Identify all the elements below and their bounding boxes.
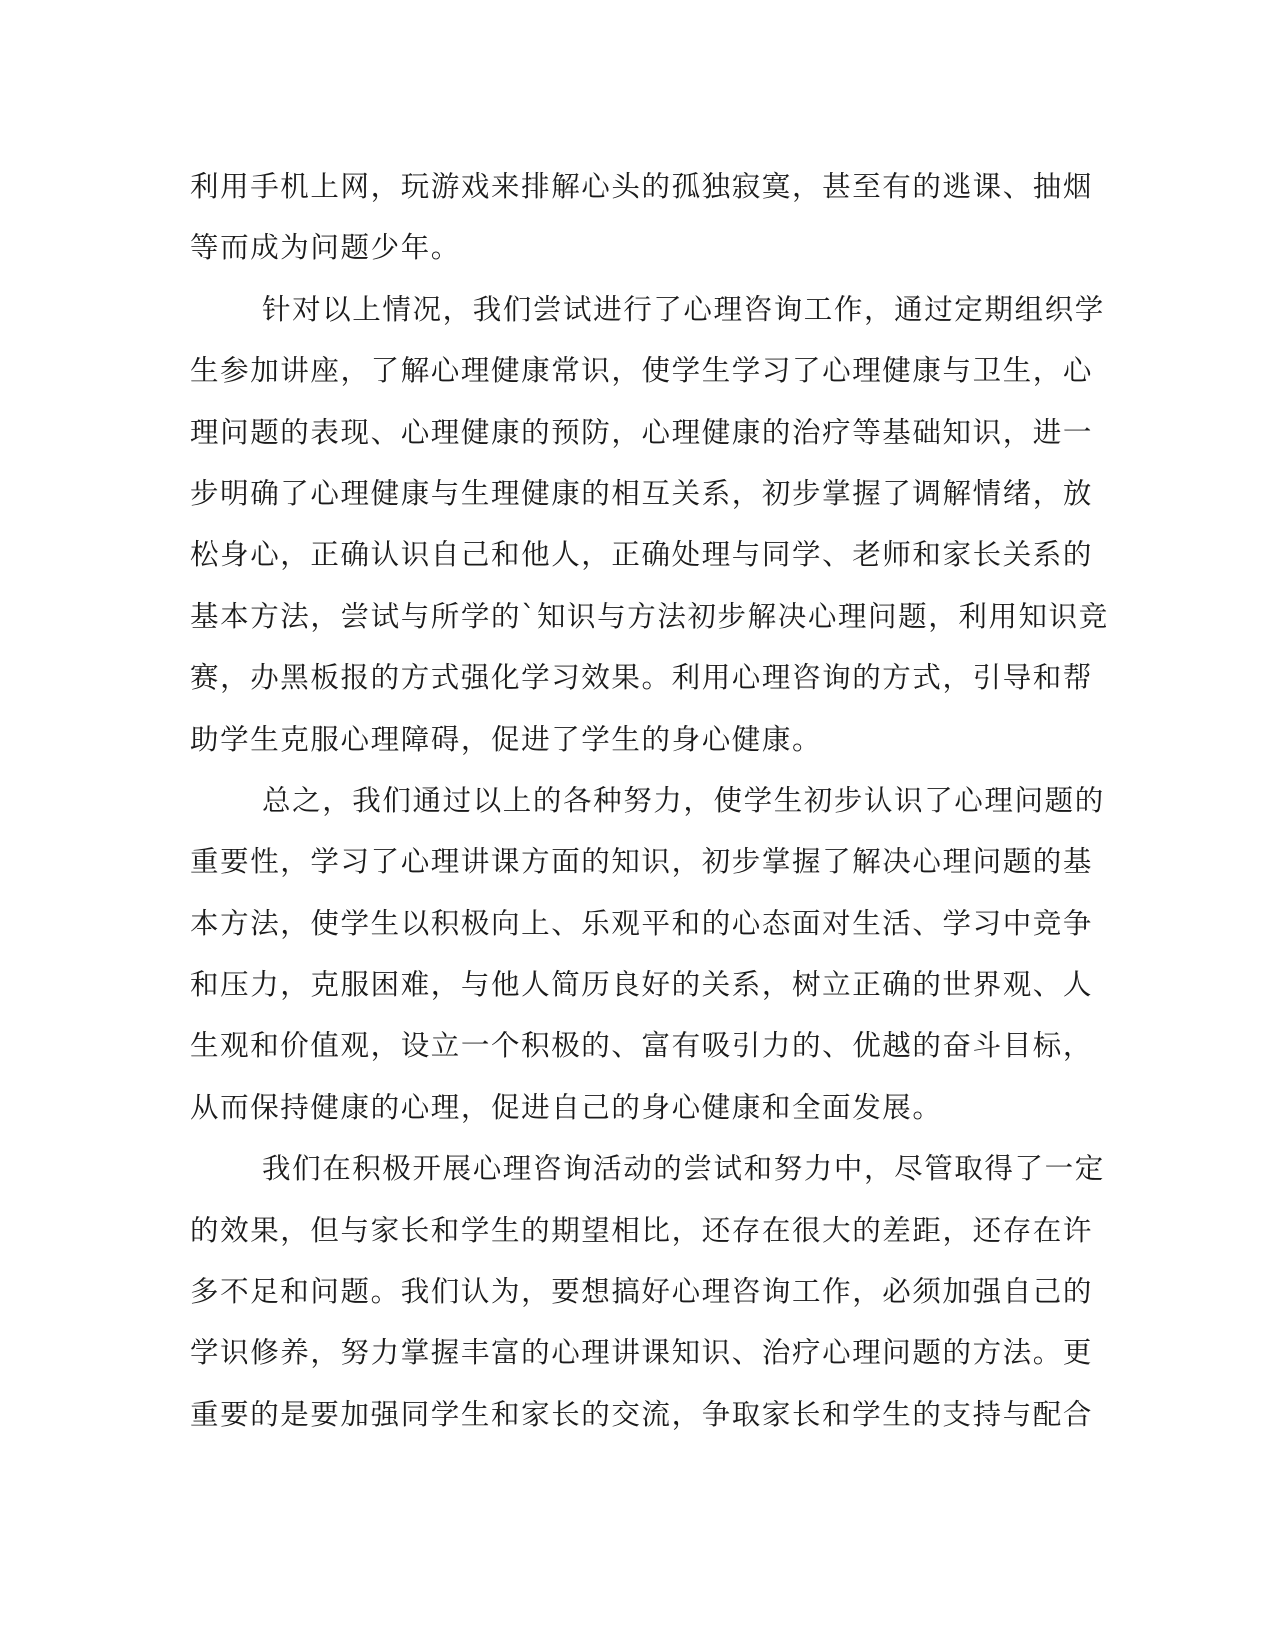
text-line: 重要性，学习了心理讲课方面的知识，初步掌握了解决心理问题的基 [190, 845, 1094, 879]
text-line: 步明确了心理健康与生理健康的相互关系，初步掌握了调解情绪，放 [190, 476, 1094, 510]
text-line: 重要的是要加强同学生和家长的交流，争取家长和学生的支持与配合 [190, 1397, 1094, 1431]
text-line: 生参加讲座，了解心理健康常识，使学生学习了心理健康与卫生，心 [190, 354, 1094, 388]
text-line: 本方法，使学生以积极向上、乐观平和的心态面对生活、学习中竞争 [190, 906, 1094, 940]
text-line: 等而成为问题少年。 [190, 231, 461, 265]
text-line: 赛，办黑板报的方式强化学习效果。利用心理咨询的方式，引导和帮 [190, 661, 1094, 695]
paragraph-first-line: 总之，我们通过以上的各种努力，使学生初步认识了心理问题的 [262, 783, 1105, 817]
text-line: 的效果，但与家长和学生的期望相比，还存在很大的差距，还存在许 [190, 1213, 1094, 1247]
text-line: 助学生克服心理障碍，促进了学生的身心健康。 [190, 722, 823, 756]
text-line: 从而保持健康的心理，促进自己的身心健康和全面发展。 [190, 1090, 943, 1124]
text-line: 多不足和问题。我们认为，要想搞好心理咨询工作，必须加强自己的 [190, 1275, 1094, 1309]
text-line: 理问题的表现、心理健康的预防，心理健康的治疗等基础知识，进一 [190, 415, 1094, 449]
text-line: 松身心，正确认识自己和他人，正确处理与同学、老师和家长关系的 [190, 538, 1094, 572]
text-line: 生观和价值观，设立一个积极的、富有吸引力的、优越的奋斗目标， [190, 1029, 1094, 1063]
paragraph-first-line: 针对以上情况，我们尝试进行了心理咨询工作，通过定期组织学 [262, 292, 1105, 326]
text-line: 和压力，克服困难，与他人简历良好的关系，树立正确的世界观、人 [190, 968, 1094, 1002]
paragraph-first-line: 我们在积极开展心理咨询活动的尝试和努力中，尽管取得了一定 [262, 1152, 1105, 1186]
text-line: 学识修养，努力掌握丰富的心理讲课知识、治疗心理问题的方法。更 [190, 1336, 1094, 1370]
body-text [190, 156, 1109, 1445]
text-line: 利用手机上网，玩游戏来排解心头的孤独寂寞，甚至有的逃课、抽烟 [190, 170, 1094, 203]
text-line: 基本方法，尝试与所学的`知识与方法初步解决心理问题，利用知识竞 [190, 599, 1109, 633]
